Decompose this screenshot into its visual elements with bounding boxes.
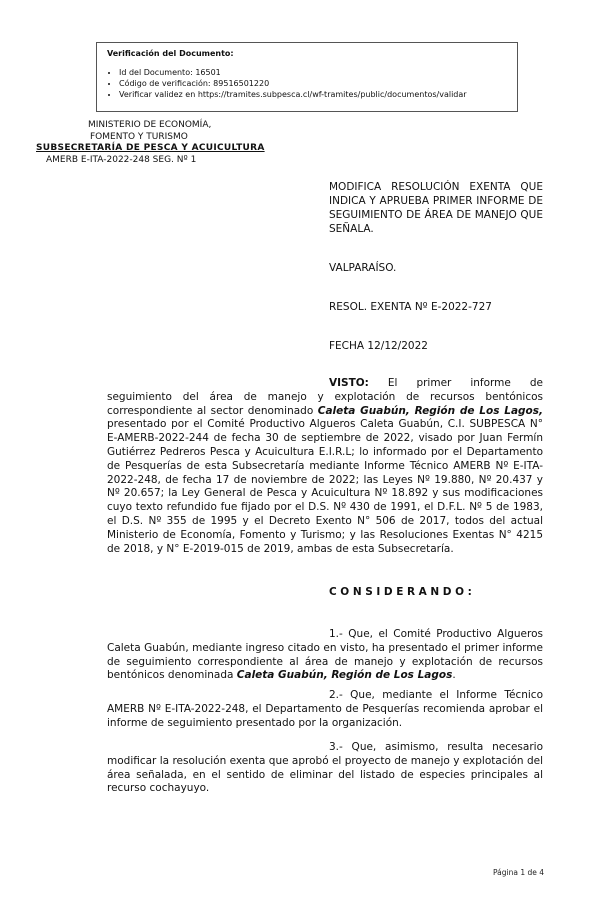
- subsecretaria-name: SUBSECRETARÍA DE PESCA Y ACUICULTURA: [36, 143, 265, 153]
- ministry-line-1: MINISTERIO DE ECONOMÍA,: [88, 120, 212, 130]
- considerando-title: CONSIDERANDO:: [329, 586, 476, 598]
- visto-location: Caleta Guabún, Región de Los Lagos,: [317, 404, 543, 417]
- verification-code: • Código de verificación: 89516501220: [119, 78, 517, 89]
- resolution-number: RESOL. EXENTA Nº E-2022-727: [329, 301, 492, 313]
- considerando-1-text: 1.- Que, el Comité Productivo Algueros Caleta Guabún, mediante ingreso citado en visto, ha presentado el primer informe de seguimiento correspondiente al área de manejo y explotación de recursos bentónicos denominada: [107, 628, 543, 682]
- considerando-2: [107, 689, 543, 730]
- reference-number: AMERB E-ITA-2022-248 SEG. Nº 1: [46, 154, 197, 165]
- visto-text-1: El primer informe de seguimiento del área de manejo y explotación de recursos bentónicos correspondiente al sector denominado: [107, 377, 543, 417]
- considerando-1: [107, 628, 543, 683]
- considerando-1-location: Caleta Guabún, Región de Los Lagos: [236, 669, 453, 682]
- considerando-2-text: 2.- Que, mediante el Informe Técnico AMERB Nº E-ITA-2022-248, el Departamento de Pesquerías recomienda aprobar el informe de seguimiento presentado por la organización.: [107, 689, 543, 729]
- verification-box: [96, 42, 518, 112]
- visto-label: VISTO:: [329, 377, 369, 389]
- place: VALPARAÍSO.: [329, 262, 397, 274]
- resolution-date: FECHA 12/12/2022: [329, 340, 428, 352]
- document-subject: MODIFICA RESOLUCIÓN EXENTA QUE INDICA Y APRUEBA PRIMER INFORME DE SEGUIMIENTO DE ÁREA DE MANEJO QUE SEÑALA.: [329, 181, 543, 235]
- verification-id: • Id del Documento: 16501: [119, 67, 517, 78]
- considerando-3: [107, 741, 543, 796]
- visto-text-2: presentado por el Comité Productivo Algueros Caleta Guabún, C.I. SUBPESCA N° E-AMERB-2022-244 de fecha 30 de septiembre de 2022, visado por Juan Fermín Gutiérrez Pedreros Pesca y Acuicultura E.I.R.L; lo informado por el Departamento de Pesquerías de esta Subsecretaría mediante Informe Técnico AMERB Nº E-ITA-2022-248, de fecha 17 de noviembre de 2022; las Leyes Nº 19.880, Nº 20.437 y Nº 20.657; la Ley General de Pesca y Acuicultura Nº 18.892 y sus modificaciones cuyo texto refundido fue fijado por el D.S. Nº 430 de 1991, el D.F.L. Nº 5 de 1983, el D.S. Nº 355 de 1995 y el Decreto Exento N° 506 de 2017, todos del actual Ministerio de Economía, Fomento y Turismo; y las Resoluciones Exentas N° 4215 de 2018, y N° E-2019-015 de 2019, ambas de esta Subsecretaría.: [107, 418, 543, 555]
- considerando-3-text: 3.- Que, asimismo, resulta necesario modificar la resolución exenta que aprobó el proyecto de manejo y explotación del área señalada, en el sentido de eliminar del listado de especies principales al recurso cochayuyo.: [107, 741, 543, 795]
- verification-title: Verificación del Documento:: [107, 49, 234, 58]
- ministry-header: [36, 120, 286, 166]
- verification-list: [107, 67, 517, 100]
- page-number: Página 1 de 4: [492, 868, 544, 877]
- visto-paragraph: [107, 377, 543, 556]
- verification-url[interactable]: • Verificar validez en https://tramites.subpesca.cl/wf-tramites/public/documentos/validar: [119, 89, 517, 100]
- considerando-1-end: .: [452, 669, 456, 682]
- ministry-line-2: FOMENTO Y TURISMO: [90, 131, 188, 142]
